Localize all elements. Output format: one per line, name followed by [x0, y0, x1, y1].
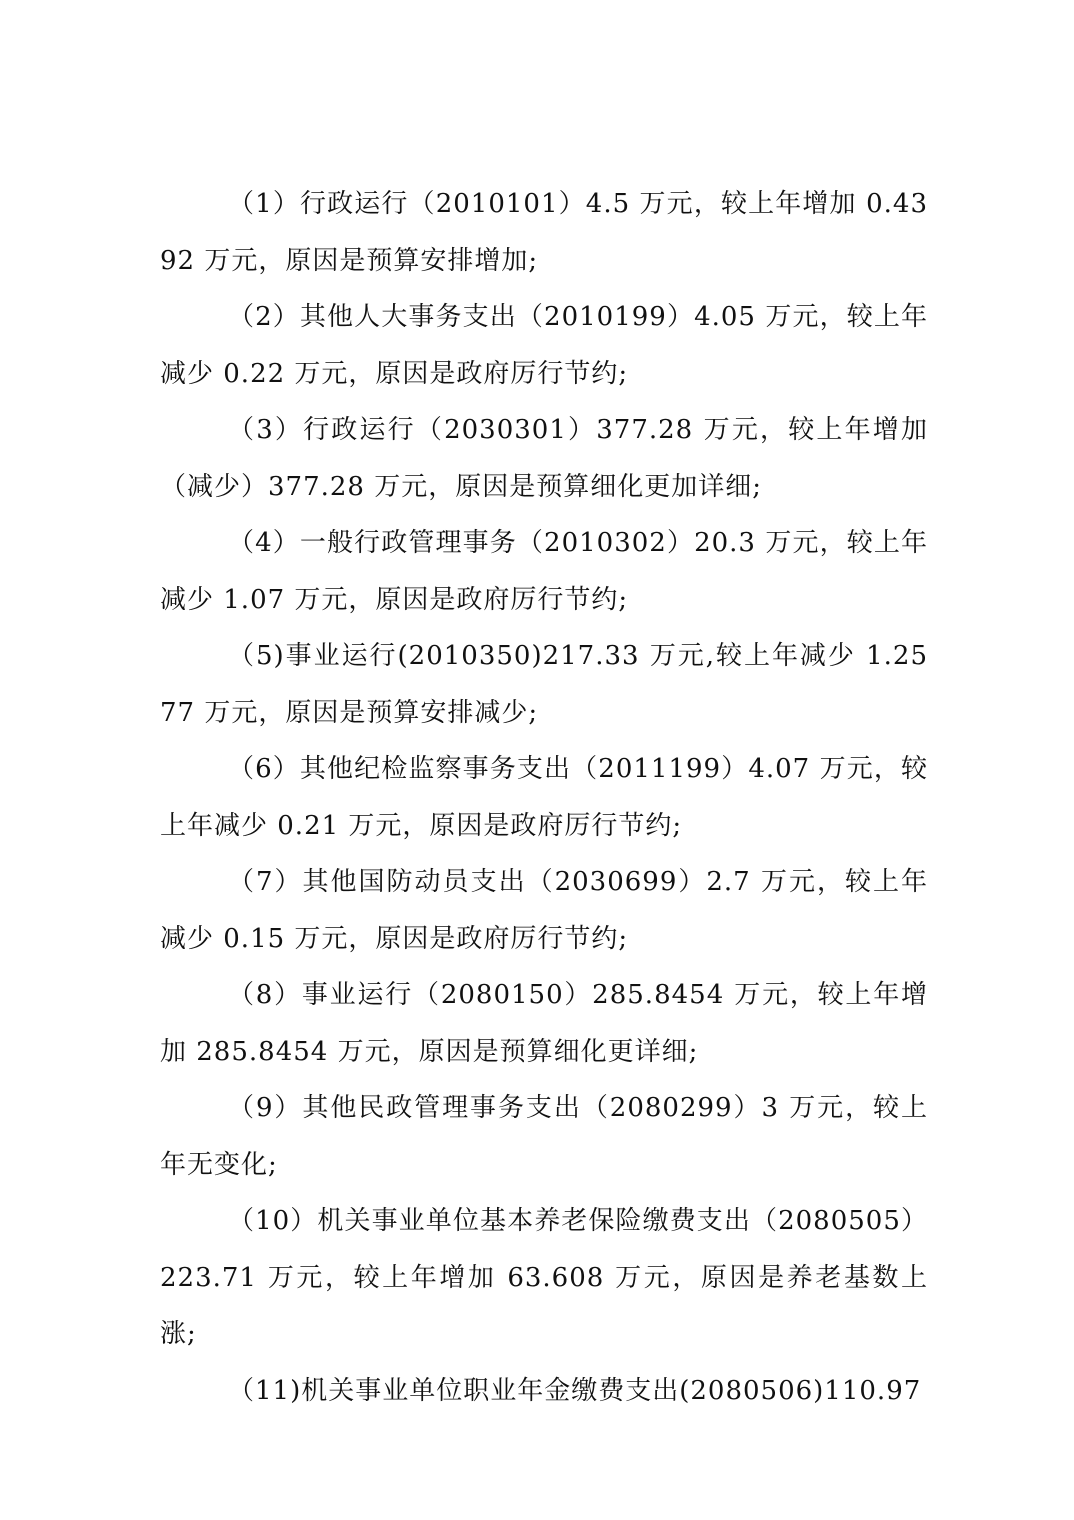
paragraph-item-5: （5)事业运行(2010350)217.33 万元,较上年减少 1.2577 万元，原因是预算安排减少;: [160, 641, 928, 728]
paragraph-item-11: （11)机关事业单位职业年金缴费支出(2080506)110.97: [228, 1375, 922, 1406]
paragraph-item-7: （7）其他国防动员支出（2030699）2.7 万元，较上年减少 0.15 万元，原因是政府厉行节约;: [160, 867, 928, 954]
paragraph-item-2: （2）其他人大事务支出（2010199）4.05 万元，较上年减少 0.22 万元，原因是政府厉行节约;: [160, 302, 928, 389]
paragraph-item-6: （6）其他纪检监察事务支出（2011199）4.07 万元，较上年减少 0.21 万元，原因是政府厉行节约;: [160, 754, 928, 841]
paragraph-item-4: （4）一般行政管理事务（2010302）20.3 万元，较上年减少 1.07 万元，原因是政府厉行节约;: [160, 528, 928, 615]
paragraph-item-1: （1）行政运行（2010101）4.5 万元，较上年增加 0.4392 万元，原因是预算安排增加;: [160, 189, 928, 276]
paragraph-item-3: （3）行政运行（2030301）377.28 万元，较上年增加（减少）377.28 万元，原因是预算细化更加详细;: [160, 415, 928, 502]
paragraph-item-10: （10）机关事业单位基本养老保险缴费支出（2080505）223.71 万元，较上年增加 63.608 万元，原因是养老基数上涨;: [160, 1206, 928, 1349]
paragraph-item-9: （9）其他民政管理事务支出（2080299）3 万元，较上年无变化;: [160, 1093, 928, 1180]
document-body: [160, 176, 928, 1419]
paragraph-item-8: （8）事业运行（2080150）285.8454 万元，较上年增加 285.8454 万元，原因是预算细化更详细;: [160, 980, 928, 1067]
